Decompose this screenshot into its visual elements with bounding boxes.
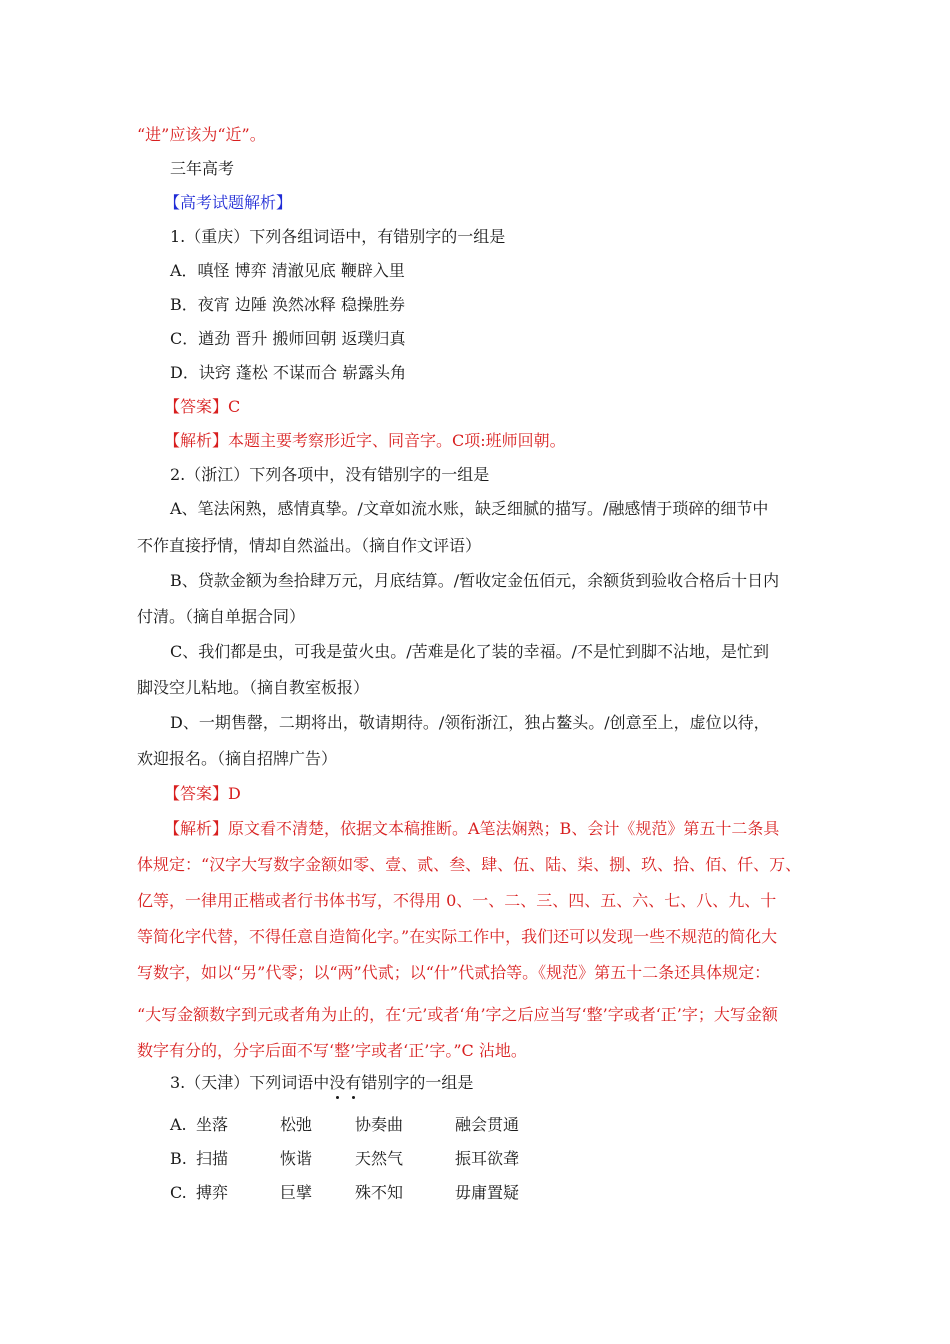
q2-option-a-line1: A、笔法闲熟，感情真挚。/文章如流水账，缺乏细腻的描写。/融感情于琐碎的细节中 [170, 499, 769, 518]
q3-row-c-word2: 巨擘 [280, 1183, 313, 1202]
q3-row-a [0, 1114, 950, 1136]
q2-analysis-line3: 亿等，一律用正楷或者行书体书写，不得用 0、一、二、三、四、五、六、七、八、九、十 [137, 891, 777, 910]
section-heading: 【高考试题解析】 [164, 193, 293, 212]
q2-analysis-line2: 体规定：“汉字大写数字金额如零、壹、贰、叁、肆、伍、陆、柒、捌、玖、拾、佰、仟、万、 [137, 855, 802, 874]
q3-row-b-word3: 天然气 [355, 1149, 404, 1168]
q1-stem: 1.（重庆）下列各组词语中，有错别字的一组是 [170, 227, 506, 246]
q3-row-c-word1: 搏弈 [196, 1183, 229, 1202]
q2-answer: 【答案】D [164, 784, 241, 803]
q1-option-b: B．夜宵 边陲 涣然冰释 稳操胜券 [170, 295, 406, 314]
q1-answer: 【答案】C [164, 397, 241, 416]
q3-stem-prefix: 3.（天津）下列词语中 [170, 1073, 330, 1092]
q3-row-c [0, 1182, 950, 1204]
q3-row-b-word4: 振耳欲聋 [455, 1149, 520, 1168]
q3-row-b-word1: 扫描 [196, 1149, 229, 1168]
q1-option-d: D．诀窍 蓬松 不谋而合 崭露头角 [170, 363, 407, 382]
q3-row-a-word4: 融会贯通 [455, 1115, 520, 1134]
q2-analysis-line6: “大写金额数字到元或者角为止的，在‘元’或者‘角’字之后应当写‘整’字或者‘正’字；大写金额 [137, 1005, 778, 1024]
q3-stem-suffix: 错别字的一组是 [361, 1073, 474, 1092]
q1-analysis: 【解析】本题主要考察形近字、同音字。C项:班师回朝。 [164, 431, 566, 450]
q2-analysis-line4: 等简化字代替，不得任意自造简化字。”在实际工作中，我们还可以发现一些不规范的简化大 [137, 927, 778, 946]
q2-analysis-line1: 【解析】原文看不清楚，依据文本稿推断。A笔法娴熟；B、会计《规范》第五十二条具 [164, 819, 780, 838]
q2-analysis-line7: 数字有分的，分字后面不写‘整’字或者‘正’字。”C 沾地。 [137, 1041, 527, 1060]
q2-analysis-line5: 写数字，如以“另”代零；以“两”代贰；以“什”代贰拾等。《规范》第五十二条还具体规定： [137, 963, 771, 982]
q2-option-b-line2: 付清。（摘自单据合同） [137, 607, 306, 626]
q3-row-c-word3: 殊不知 [355, 1183, 404, 1202]
q3-row-b-label: B. [170, 1149, 187, 1168]
q3-row-b [0, 1148, 950, 1170]
q2-option-c-line2: 脚没空儿粘地。（摘自教室板报） [137, 678, 370, 697]
q1-option-c: C．遒劲 晋升 搬师回朝 返璞归真 [170, 329, 406, 348]
q3-row-a-word1: 坐落 [196, 1115, 229, 1134]
q3-row-a-word3: 协奏曲 [355, 1115, 404, 1134]
q3-stem [170, 1072, 473, 1094]
q2-stem: 2.（浙江）下列各项中，没有错别字的一组是 [170, 465, 490, 484]
q3-row-c-word4: 毋庸置疑 [455, 1183, 520, 1202]
q1-option-a: A．嗔怪 博弈 清澈见底 鞭辟入里 [170, 261, 405, 280]
q2-option-c-line1: C、我们都是虫，可我是萤火虫。/苦难是化了装的幸福。/不是忙到脚不沾地，是忙到 [170, 642, 770, 661]
q3-row-c-label: C. [170, 1183, 187, 1202]
emphasis-mark-1: 没 [329, 1073, 346, 1092]
q3-row-b-word2: 恢谐 [280, 1149, 313, 1168]
q2-option-a-line2: 不作直接抒情，情却自然溢出。（摘自作文评语） [137, 536, 482, 555]
q2-option-b-line1: B、贷款金额为叁拾肆万元，月底结算。/暂收定金伍佰元，余额货到验收合格后十日内 [170, 571, 780, 590]
q2-option-d-line1: D、一期售罄，二期将出，敬请期待。/领衔浙江，独占鳌头。/创意至上，虚位以待， [170, 713, 770, 732]
correction-note: “进”应该为“近”。 [137, 125, 266, 144]
q3-row-a-label: A. [170, 1115, 187, 1134]
emphasis-mark-2: 有 [345, 1073, 362, 1092]
section-title: 三年高考 [170, 159, 235, 178]
q3-row-a-word2: 松弛 [280, 1115, 313, 1134]
q2-option-d-line2: 欢迎报名。（摘自招牌广告） [137, 749, 338, 768]
